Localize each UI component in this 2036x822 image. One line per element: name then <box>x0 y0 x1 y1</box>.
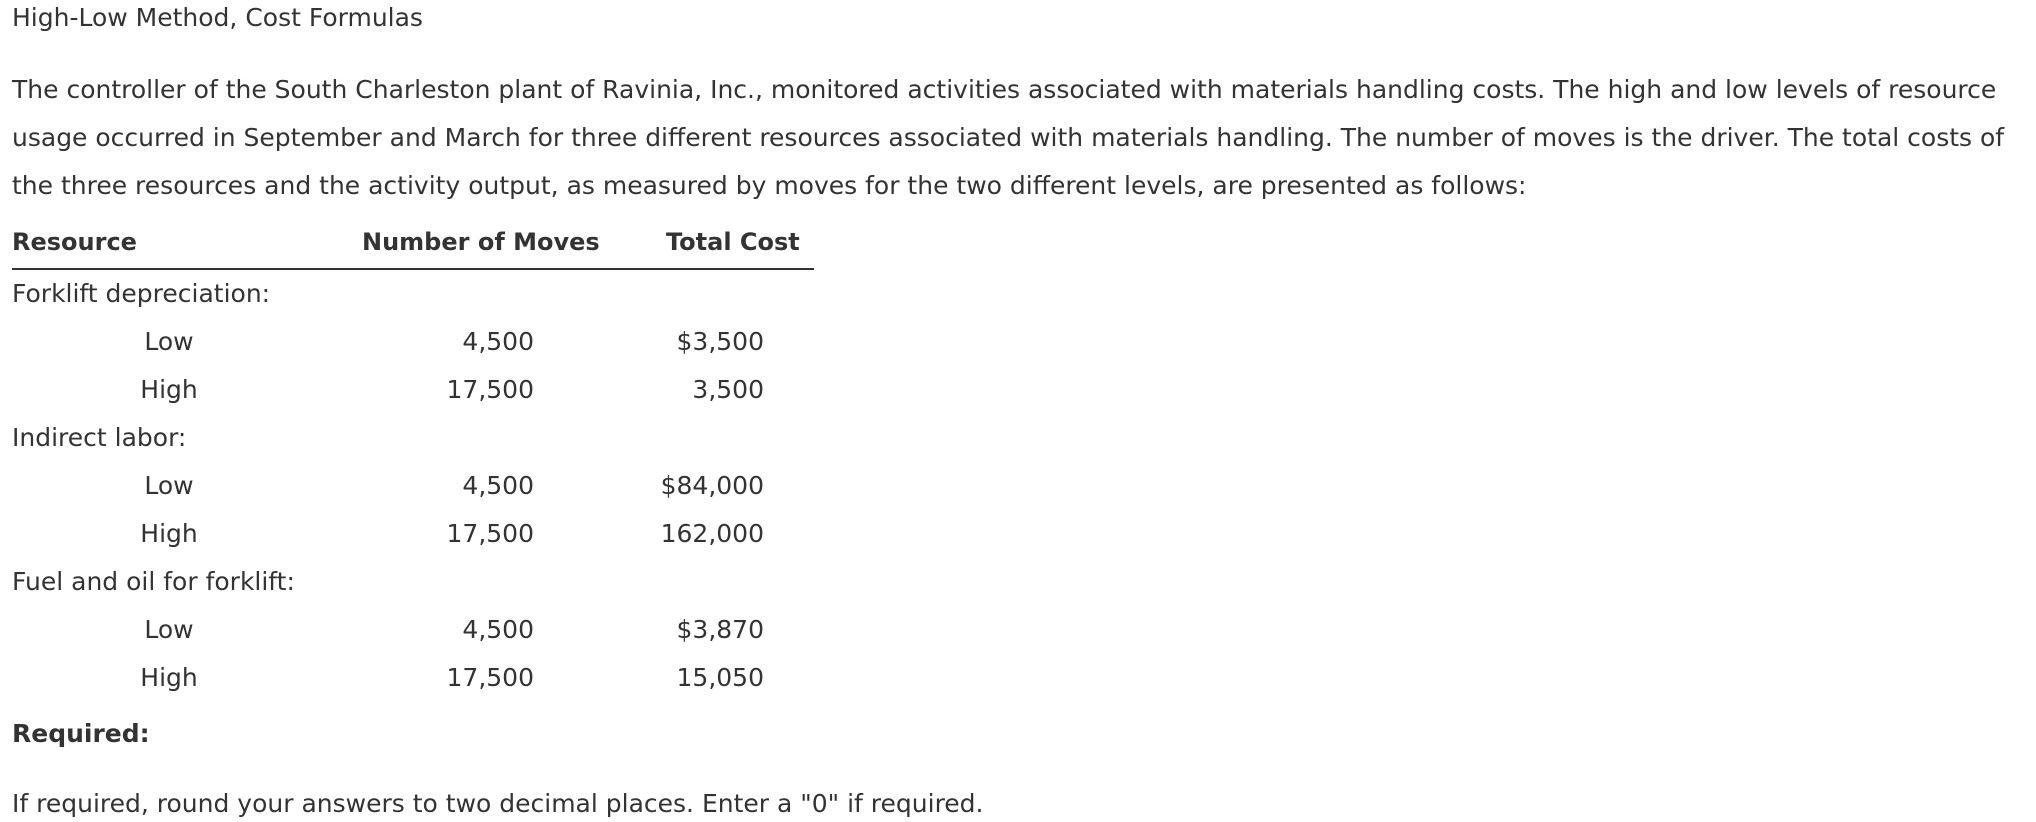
moves-cell: 4,500 <box>462 327 534 356</box>
cost-cell: $3,500 <box>676 327 764 356</box>
cost-cell: $3,870 <box>676 615 764 644</box>
resource-cost-table <box>12 220 814 702</box>
level-cell: Low <box>144 327 194 356</box>
level-cell: High <box>140 663 198 692</box>
moves-cell: 17,500 <box>446 663 534 692</box>
cost-cell: 162,000 <box>660 519 764 548</box>
level-cell: High <box>140 519 198 548</box>
group-row-forklift-depreciation <box>12 270 814 318</box>
table-row <box>12 366 814 414</box>
table-row <box>12 654 814 702</box>
required-heading: Required: <box>12 719 150 748</box>
level-cell: Low <box>144 471 194 500</box>
moves-cell: 17,500 <box>446 519 534 548</box>
table-row <box>12 462 814 510</box>
group-label: Fuel and oil for forklift: <box>12 567 295 596</box>
intro-paragraph: The controller of the South Charleston plant of Ravinia, Inc., monitored activities associated with materials handling costs. The high and low levels of resource usage occurred in September and March for three different resources associated with materials handling. The number of moves is the driver. The total costs of the three resources and the activity output, as measured by moves for the two different levels, are presented as follows: <box>12 75 2005 200</box>
cost-cell: 15,050 <box>676 663 764 692</box>
header-resource: Resource <box>12 228 137 256</box>
header-number-of-moves: Number of Moves <box>362 228 600 256</box>
cost-cell: $84,000 <box>660 471 764 500</box>
level-cell: High <box>140 375 198 404</box>
moves-cell: 4,500 <box>462 615 534 644</box>
group-label: Forklift depreciation: <box>12 279 271 308</box>
cost-cell: 3,500 <box>692 375 764 404</box>
group-row-fuel-and-oil <box>12 558 814 606</box>
level-cell: Low <box>144 615 194 644</box>
moves-cell: 4,500 <box>462 471 534 500</box>
header-total-cost: Total Cost <box>666 228 800 256</box>
instructions-text: If required, round your answers to two decimal places. Enter a "0" if required. <box>12 789 984 818</box>
group-row-indirect-labor <box>12 414 814 462</box>
group-label: Indirect labor: <box>12 423 187 452</box>
table-header <box>12 220 814 270</box>
page-title: High-Low Method, Cost Formulas <box>12 3 423 32</box>
table-row <box>12 510 814 558</box>
table-row <box>12 318 814 366</box>
moves-cell: 17,500 <box>446 375 534 404</box>
table-row <box>12 606 814 654</box>
